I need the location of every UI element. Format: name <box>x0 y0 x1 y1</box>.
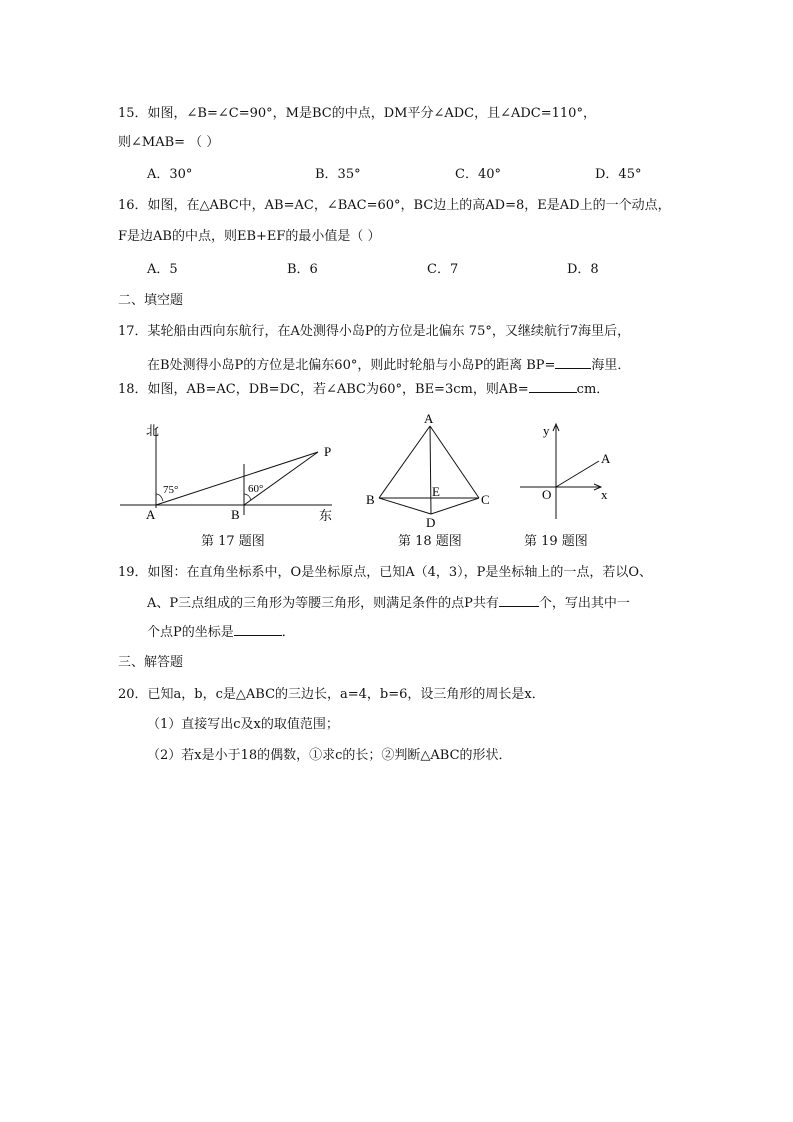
q19-line3 <box>147 623 295 641</box>
fig18-label-e: E <box>432 484 440 499</box>
q15-option-b: B．35° <box>315 167 361 182</box>
fig19-label-x: x <box>601 487 608 502</box>
q18-line1-text: 18．如图，AB=AC，DB=DC，若∠ABC为60°，BE=3cm，则AB= <box>118 382 529 397</box>
q18-line1 <box>118 380 609 398</box>
fig18-label-d: D <box>426 515 436 530</box>
fig18-segment-ad <box>430 426 431 514</box>
q19-coordinate-blank[interactable] <box>234 623 282 636</box>
q20-sub1: （1）直接写出c及x的取值范围； <box>147 717 339 732</box>
q19-line2-text: A、P三点组成的三角形为等腰三角形，则满足条件的点P共有 <box>147 596 499 611</box>
q17-line2 <box>147 356 630 374</box>
q15-option-c: C．40° <box>455 167 501 182</box>
fig18-label-c: C <box>481 492 490 507</box>
fig19-label-o: O <box>542 487 552 502</box>
q19-count-blank[interactable] <box>499 594 539 607</box>
fig19-segment-oa <box>556 461 599 487</box>
q16-option-c: C．7 <box>427 262 459 277</box>
q16-line1: 16．如图，在△ABC中，AB=AC，∠BAC=60°，BC边上的高AD=8，E是AD上的一个动点， <box>118 198 671 213</box>
q15-option-a: A．30° <box>147 167 193 182</box>
q17-line2-unit: 海里． <box>591 358 631 373</box>
q19-line2-tail: 个，写出其中一 <box>538 596 630 611</box>
q16-option-d: D．8 <box>567 262 599 277</box>
fig17-north-label: 北 <box>146 423 160 438</box>
q15-option-d: D．45° <box>595 167 642 182</box>
q15-line1: 15．如图，∠B=∠C=90°，M是BC的中点，DM平分∠ADC，且∠ADC=110°， <box>118 106 596 121</box>
q16-option-b: B．6 <box>287 262 318 277</box>
fig17-east-label: 东 <box>319 508 333 523</box>
q20-sub2: （2）若x是小于18的偶数，①求c的长；②判断△ABC的形状． <box>147 748 512 763</box>
fig18-segment-bd <box>379 498 431 514</box>
q18-line1-unit: cm． <box>576 382 610 397</box>
fig18-label-b: B <box>366 492 375 507</box>
q19-line3-text: 个点P的坐标是 <box>147 625 234 640</box>
fig17-segment-bp <box>244 452 318 505</box>
fig17-angle-60: 60° <box>248 483 264 495</box>
fig18-caption: 第 18 题图 <box>398 534 462 549</box>
figure-18 <box>360 408 500 532</box>
fig19-caption: 第 19 题图 <box>524 534 588 549</box>
q18-answer-blank[interactable] <box>529 380 577 393</box>
fig17-label-b: B <box>231 507 240 522</box>
fig17-label-p: P <box>324 444 332 459</box>
fig18-segment-ab <box>379 426 430 498</box>
q15-line2: 则∠MAB= （ ） <box>118 135 220 150</box>
q19-line2 <box>147 594 630 612</box>
fig18-segment-cd <box>431 498 479 514</box>
fig19-label-y: y <box>543 423 550 438</box>
section-solutions: 三、解答题 <box>118 655 184 670</box>
q19-line3-tail: ． <box>281 625 295 640</box>
q17-line2-text: 在B处测得小岛P的方位是北偏东60°，则此时轮船与小岛P的距离 BP= <box>147 358 556 373</box>
q17-answer-blank[interactable] <box>555 356 591 369</box>
fig19-label-a: A <box>601 451 611 466</box>
q20-line1: 20．已知a，b，c是△ABC的三边长，a=4，b=6，设三角形的周长是x． <box>118 687 545 702</box>
fig17-segment-ap <box>156 452 318 505</box>
fig18-label-a: A <box>424 411 434 426</box>
section-fill-in: 二、填空题 <box>118 293 184 308</box>
fig17-label-a: A <box>146 507 156 522</box>
q16-line2: F是边AB的中点，则EB+EF的最小值是（ ） <box>118 229 381 244</box>
q16-option-a: A．5 <box>147 262 178 277</box>
fig17-angle-75: 75° <box>163 484 179 496</box>
q17-line1: 17．某轮船由西向东航行，在A处测得小岛P的方位是北偏东 75°，又继续航行7海里后， <box>118 324 631 339</box>
figure-19 <box>510 412 620 532</box>
q19-line1: 19．如图：在直角坐标系中，O是坐标原点，已知A（4，3），P是坐标轴上的一点，若以O、 <box>118 565 653 580</box>
fig17-caption: 第 17 题图 <box>201 534 265 549</box>
fig17-angle-arc-a <box>156 494 163 501</box>
